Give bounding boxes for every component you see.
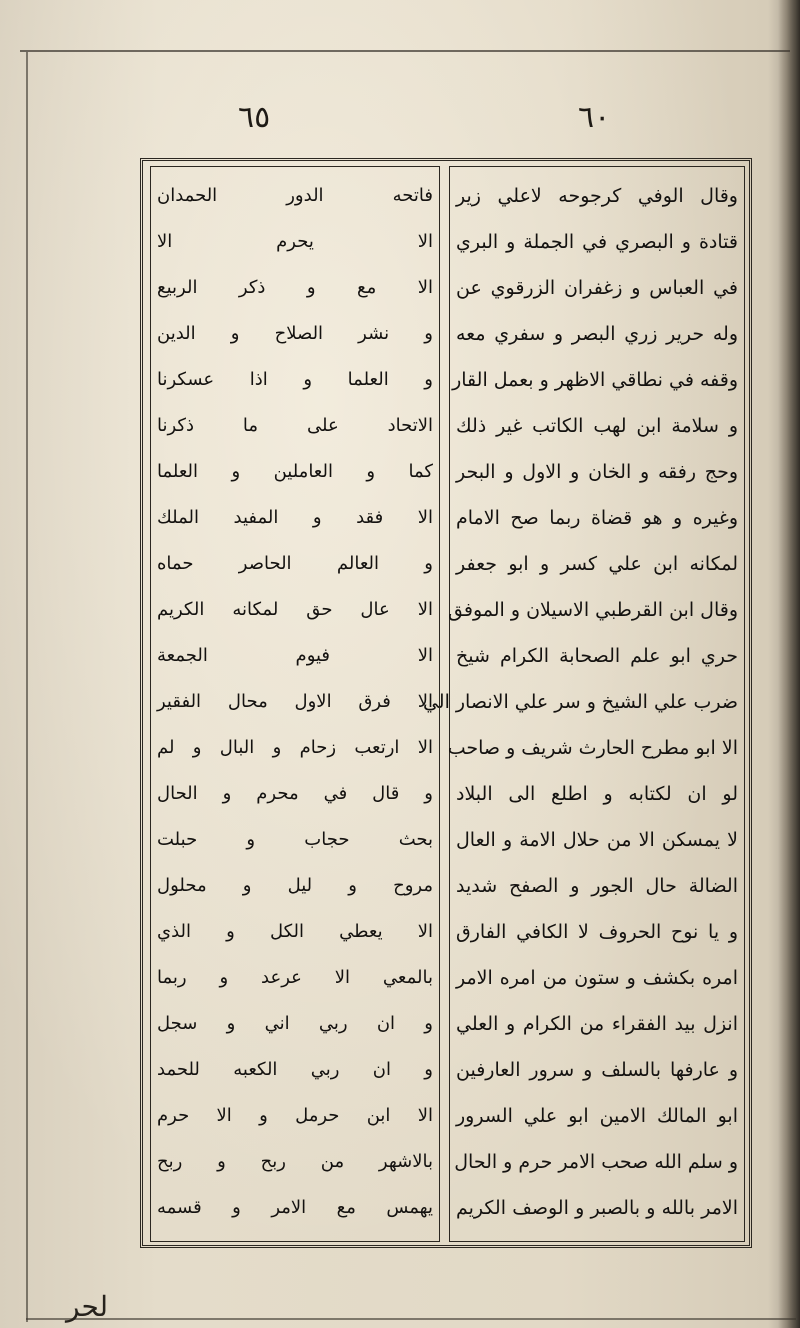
text-line: و ان ربي اني و سجل xyxy=(157,1013,433,1034)
text-line: الا ابن حرمل و الا حرم xyxy=(157,1105,433,1126)
text-line: الا يعطي الكل و الذي xyxy=(157,921,433,942)
text-line: و ان ربي الكعبه للحمد xyxy=(157,1059,433,1080)
text-line: الامر بالله و بالصبر و الوصف الكريم xyxy=(456,1197,738,1219)
text-line: لمكانه ابن علي كسر و ابو جعفر xyxy=(456,553,738,575)
text-line: بالمعي الا عرعد و ربما xyxy=(157,967,433,988)
text-line: حري ابو علم الصحابة الكرام شيخ xyxy=(456,645,738,667)
text-line: الا فيوم الجمعة xyxy=(157,645,433,666)
text-line: الاتحاد على ما ذكرنا xyxy=(157,415,433,436)
text-line: لا يمسكن الا من حلال الامة و العال xyxy=(456,829,738,851)
outer-rule-bottom xyxy=(26,1318,796,1320)
text-line: مروح و ليل و محلول xyxy=(157,875,433,896)
text-line: كما و العاملين و العلما xyxy=(157,461,433,482)
text-line: و عارفها بالسلف و سرور العارفين xyxy=(456,1059,738,1081)
text-line: امره بكشف و ستون من امره الامر xyxy=(456,967,738,989)
catchword: لحر xyxy=(66,1290,109,1323)
outer-rule-top xyxy=(20,50,790,52)
text-line: وحج رفقه و الخان و الاول و البحر xyxy=(456,461,738,483)
text-line: و العلما و اذا عسكرنا xyxy=(157,369,433,390)
outer-rule-left xyxy=(26,52,28,1322)
page-number-right: ٦٠ xyxy=(578,100,611,135)
text-line: انزل بيد الفقراء من الكرام و العلي xyxy=(456,1013,738,1035)
text-line: وقال ابن القرطبي الاسيلان و الموفق xyxy=(448,599,738,621)
text-line: يهمس مع الامر و قسمه xyxy=(157,1197,433,1218)
text-line: في العباس و زغفران الزرقوي عن xyxy=(456,277,738,299)
text-line: الا عال حق لمكانه الكريم xyxy=(157,599,433,620)
text-line: و العالم الحاصر حماه xyxy=(157,553,433,574)
text-line: و نشر الصلاح و الدين xyxy=(157,323,433,344)
text-line: وله حرير زري البصر و سفري معه xyxy=(456,323,738,345)
book-spine-shadow xyxy=(778,0,800,1328)
right-text-column xyxy=(422,166,745,1242)
text-line: وغيره و هو قضاة ربما صح الامام xyxy=(456,507,738,529)
left-text-column xyxy=(150,166,440,1242)
text-line: الا فرق الاول محال الفقير xyxy=(157,691,433,712)
text-line: ابو المالك الامين ابو علي السرور xyxy=(456,1105,738,1127)
text-line: و سلامة ابن لهب الكاتب غير ذلك xyxy=(456,415,738,437)
text-line: قتادة و البصري في الجملة و البري xyxy=(456,231,738,253)
text-line: فاتحه الدور الحمدان xyxy=(157,185,433,206)
text-line: الا يحرم الا xyxy=(157,231,433,252)
text-line: الا ابو مطرح الحارث شريف و صاحب xyxy=(447,737,738,759)
text-line: و يا نوح الحروف لا الكافي الفارق xyxy=(456,921,738,943)
text-line: الا مع و ذكر الربيع xyxy=(157,277,433,298)
text-line: و قال في محرم و الحال xyxy=(157,783,433,804)
text-line: ضرب علي الشيخ و سر علي الانصار الي xyxy=(422,691,738,713)
text-line: و سلم الله صحب الامر حرم و الحال xyxy=(454,1151,738,1173)
text-line: وقال الوفي كرجوحه لاعلي زير xyxy=(456,185,738,207)
text-line: وقفه في نطاقي الاظهر و بعمل القار xyxy=(452,369,738,391)
page-number-left: ٦٥ xyxy=(238,100,271,135)
text-line: لو ان لكتابه و اطلع الى البلاد xyxy=(456,783,738,805)
text-line: بحث حجاب و حبلت xyxy=(157,829,433,850)
text-line: الا فقد و المفيد الملك xyxy=(157,507,433,528)
text-line: بالاشهر من ربح و ربح xyxy=(157,1151,433,1172)
text-line: الا ارتعب زحام و البال و لم xyxy=(157,737,433,758)
text-line: الضالة حال الجور و الصفح شديد xyxy=(456,875,738,897)
